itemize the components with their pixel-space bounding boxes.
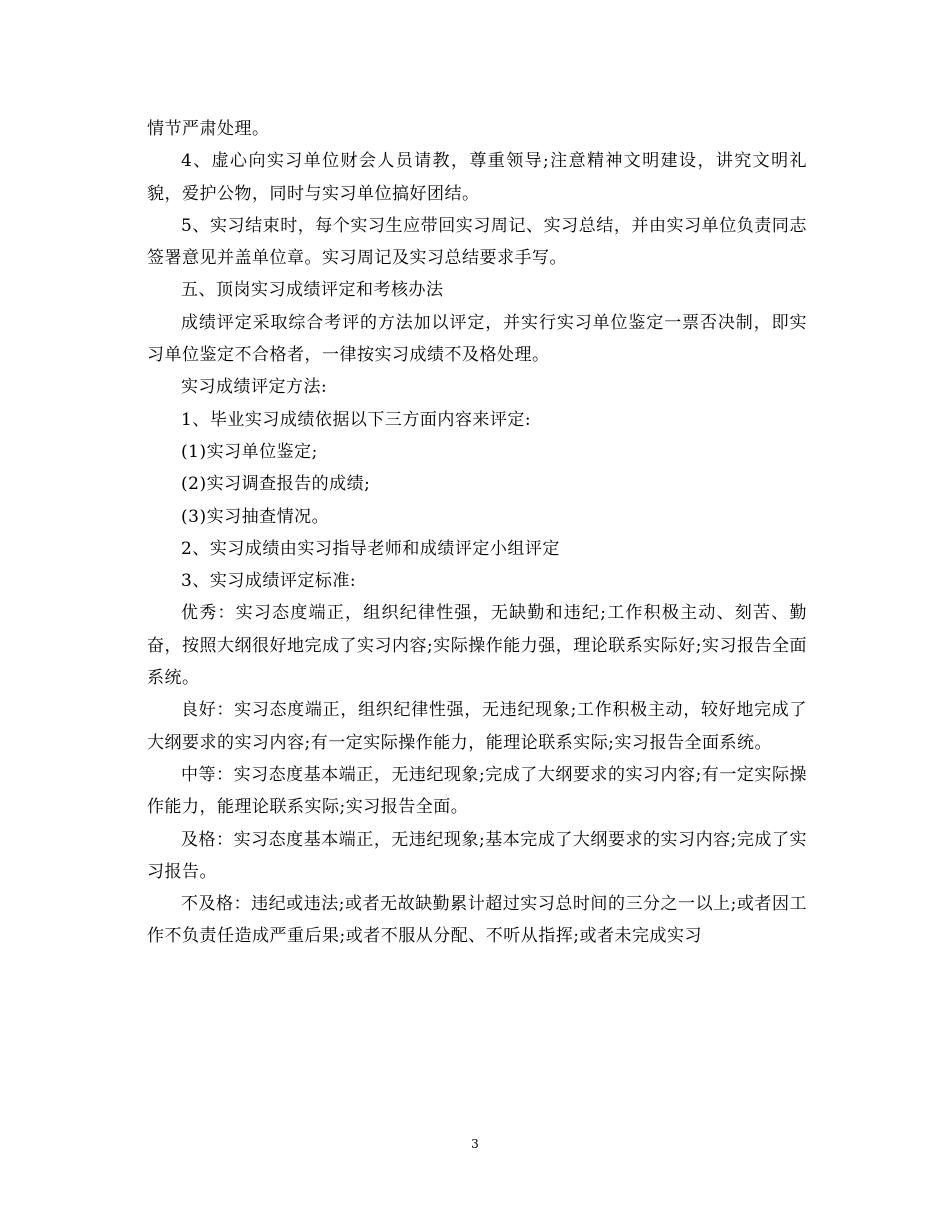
grade-standard-medium: 中等：实习态度基本端正，无违纪现象;完成了大纲要求的实习内容;有一定实际操作能力，能理论联系实际;实习报告全面。 (147, 764, 807, 818)
list-item: 3、实习成绩评定标准: (181, 571, 357, 592)
paragraph: 情节严肃处理。 (147, 119, 270, 139)
document-body (147, 113, 807, 953)
page-number: 3 (471, 1137, 479, 1151)
list-item: (2)实习调查报告的成绩; (181, 474, 371, 495)
paragraph: 实习成绩评定方法: (181, 377, 328, 398)
grade-standard-pass: 及格：实习态度基本端正，无违纪现象;基本完成了大纲要求的实习内容;完成了实习报告。 (147, 829, 807, 882)
paragraph: 4、虚心向实习单位财会人员请教，尊重领导;注意精神文明建设，讲究文明礼貌，爱护公物，同时与实习单位搞好团结。 (147, 151, 807, 204)
grade-standard-fail: 不及格：违纪或违法;或者无故缺勤累计超过实习总时间的三分之一以上;或者因工作不负责任造成严重后果;或者不服从分配、不听从指挥;或者未完成实习 (147, 894, 807, 947)
paragraph: 5、实习结束时，每个实习生应带回实习周记、实习总结，并由实习单位负责同志签署意见并盖单位章。实习周记及实习总结要求手写。 (147, 215, 807, 269)
paragraph: 成绩评定采取综合考评的方法加以评定，并实行实习单位鉴定一票否决制，即实习单位鉴定不合格者，一律按实习成绩不及格处理。 (147, 312, 807, 366)
grade-standard-excellent: 优秀：实习态度端正，组织纪律性强，无缺勤和违纪;工作积极主动、刻苦、勤奋，按照大纲很好地完成了实习内容;实际操作能力强，理论联系实际好;实习报告全面系统。 (147, 603, 807, 689)
grade-standard-good: 良好：实习态度端正，组织纪律性强，无违纪现象;工作积极主动，较好地完成了大纲要求的实习内容;有一定实际操作能力，能理论联系实际;实习报告全面系统。 (147, 700, 807, 753)
list-item: (3)实习抽查情况。 (181, 506, 330, 527)
list-item: 1、毕业实习成绩依据以下三方面内容来评定: (181, 409, 532, 430)
list-item: (1)实习单位鉴定; (181, 441, 318, 462)
section-heading: 五、顶岗实习成绩评定和考核办法 (181, 280, 444, 301)
list-item: 2、实习成绩由实习指导老师和成绩评定小组评定 (181, 538, 560, 559)
